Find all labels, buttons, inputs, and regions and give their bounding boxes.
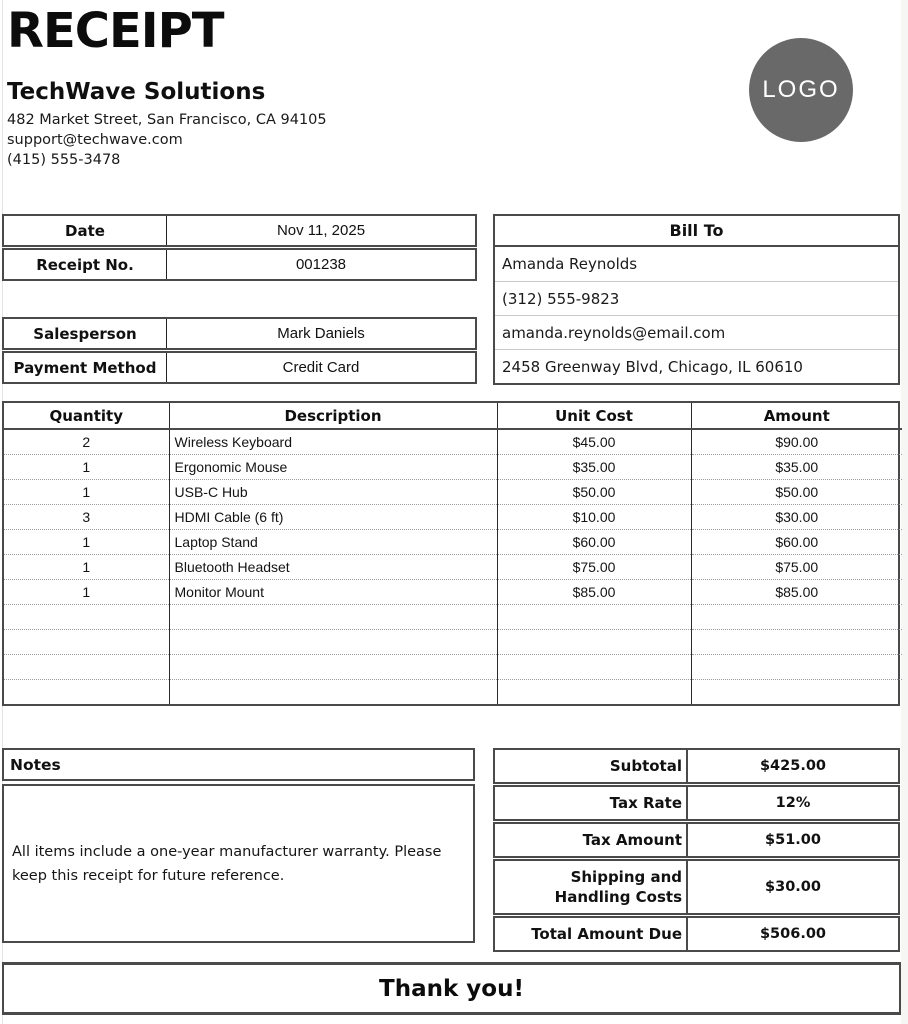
line-items-section (2, 401, 900, 706)
empty-item-cell (4, 654, 169, 679)
empty-item-cell (4, 604, 169, 629)
right-margin-strip (901, 0, 908, 1024)
notes-header-label: Notes (10, 755, 61, 774)
date-label: Date (4, 216, 167, 245)
company-name: TechWave Solutions (7, 79, 266, 105)
item-amount-cell: $30.00 (691, 504, 902, 529)
bill-to-line: Amanda Reynolds (502, 255, 638, 273)
item-quantity-cell: 3 (4, 504, 169, 529)
totals-row-label: Tax Rate (495, 787, 688, 819)
sales-meta-table (2, 317, 477, 384)
item-unit-cost-cell: $10.00 (497, 504, 691, 529)
item-quantity-cell: 1 (4, 454, 169, 479)
bill-to-line: 2458 Greenway Blvd, Chicago, IL 60610 (495, 349, 898, 383)
totals-row-value: $506.00 (759, 926, 827, 942)
receipt-no-row (2, 248, 477, 281)
salesperson-row (2, 317, 477, 350)
quantity-column-header: Quantity (4, 403, 169, 429)
notes-header (2, 748, 475, 781)
totals-row (493, 916, 900, 952)
item-amount-cell: $85.00 (691, 579, 902, 604)
empty-item-cell (497, 679, 691, 704)
item-row (4, 579, 902, 604)
line-items-header-row (4, 403, 902, 429)
empty-item-row (4, 604, 902, 629)
totals-row-value: $425.00 (759, 758, 827, 774)
salesperson-value: Mark Daniels (277, 325, 365, 342)
totals-row-label: Subtotal (495, 750, 688, 782)
totals-row-label: Tax Amount (495, 824, 688, 856)
notes-body (2, 784, 475, 943)
bill-to-lines (495, 247, 898, 383)
item-description-cell: Laptop Stand (169, 529, 497, 554)
unit-cost-column-header: Unit Cost (497, 403, 691, 429)
date-value: Nov 11, 2025 (276, 222, 366, 239)
payment-method-label: Payment Method (4, 353, 167, 382)
empty-item-cell (497, 654, 691, 679)
item-row (4, 504, 902, 529)
company-email: support@techwave.com (7, 132, 183, 148)
item-description-cell: Ergonomic Mouse (169, 454, 497, 479)
empty-item-cell (691, 629, 902, 654)
footer-banner (2, 962, 901, 1015)
item-quantity-cell: 1 (4, 579, 169, 604)
empty-item-cell (497, 604, 691, 629)
receipt-meta-table (2, 214, 477, 281)
item-amount-cell: $35.00 (691, 454, 902, 479)
item-quantity-cell: 1 (4, 529, 169, 554)
description-column-header: Description (169, 403, 497, 429)
thank-you-text: Thank you! (379, 975, 524, 1002)
item-row (4, 454, 902, 479)
item-description-cell: HDMI Cable (6 ft) (169, 504, 497, 529)
receipt-no-label: Receipt No. (4, 250, 167, 279)
item-unit-cost-cell: $85.00 (497, 579, 691, 604)
company-contact-block (7, 110, 327, 170)
empty-item-row (4, 629, 902, 654)
empty-item-cell (497, 629, 691, 654)
bill-to-header: Bill To (495, 216, 898, 247)
item-quantity-cell: 1 (4, 554, 169, 579)
bill-to-line: (312) 555-9823 (495, 281, 898, 315)
item-row (4, 429, 902, 454)
item-amount-cell: $50.00 (691, 479, 902, 504)
item-amount-cell: $60.00 (691, 529, 902, 554)
company-logo (749, 38, 853, 142)
totals-row-label: Total Amount Due (495, 918, 688, 950)
receipt-no-value: 001238 (295, 256, 347, 273)
totals-row (493, 748, 900, 784)
totals-row (493, 822, 900, 858)
logo-placeholder-text: LOGO (762, 76, 840, 103)
item-row (4, 529, 902, 554)
bill-to-section (493, 214, 900, 385)
empty-item-cell (4, 629, 169, 654)
item-quantity-cell: 2 (82, 433, 91, 450)
payment-method-value: Credit Card (282, 359, 360, 376)
empty-item-row (4, 679, 902, 704)
item-unit-cost-cell: $45.00 (497, 429, 691, 454)
amount-column-header: Amount (691, 403, 902, 429)
empty-item-cell (691, 654, 902, 679)
totals-row-label: Shipping and Handling Costs (495, 861, 688, 913)
salesperson-label: Salesperson (4, 319, 167, 348)
item-description-cell: Bluetooth Headset (169, 554, 497, 579)
company-phone: (415) 555-3478 (7, 152, 121, 168)
page-title: RECEIPT (7, 3, 224, 59)
company-address: 482 Market Street, San Francisco, CA 94105 (7, 112, 327, 128)
empty-item-row (4, 654, 902, 679)
bill-to-line: amanda.reynolds@email.com (495, 315, 898, 349)
item-unit-cost-cell: $50.00 (497, 479, 691, 504)
empty-item-cell (691, 604, 902, 629)
item-row (4, 554, 902, 579)
totals-row-value: 12% (775, 795, 811, 811)
item-row (4, 479, 902, 504)
date-row (2, 214, 477, 247)
totals-row-value: $30.00 (765, 879, 821, 895)
empty-item-cell (169, 679, 497, 704)
payment-method-row (2, 351, 477, 384)
item-unit-cost-cell: $60.00 (497, 529, 691, 554)
item-description-cell: Wireless Keyboard (169, 429, 497, 454)
item-quantity-cell: 1 (4, 479, 169, 504)
empty-item-cell (169, 629, 497, 654)
item-unit-cost-cell: $75.00 (497, 554, 691, 579)
notes-text: All items include a one-year manufacturer warranty. Please keep this receipt for future reference. (12, 843, 442, 884)
empty-item-cell (169, 604, 497, 629)
totals-row (493, 785, 900, 821)
totals-section (493, 748, 900, 952)
item-description-cell: USB-C Hub (169, 479, 497, 504)
totals-row-value: $51.00 (765, 832, 821, 848)
item-unit-cost-cell: $35.00 (497, 454, 691, 479)
item-amount-cell: $90.00 (691, 429, 902, 454)
totals-row (493, 859, 900, 915)
empty-item-cell (169, 654, 497, 679)
item-amount-cell: $75.00 (691, 554, 902, 579)
empty-item-cell (691, 679, 902, 704)
line-items-table (4, 403, 902, 704)
empty-item-cell (4, 679, 169, 704)
item-description-cell: Monitor Mount (169, 579, 497, 604)
